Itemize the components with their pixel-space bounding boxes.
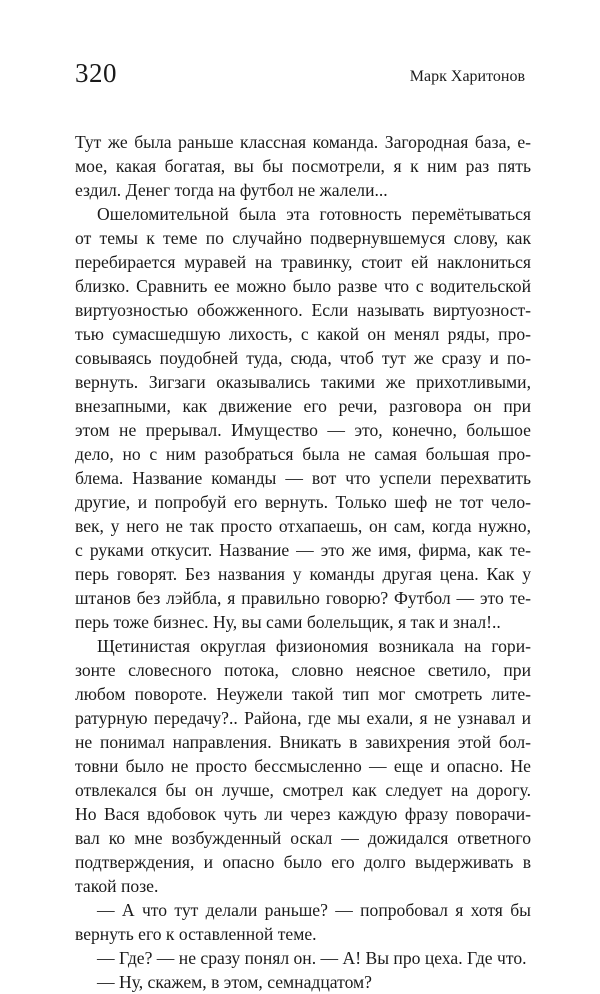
- paragraph: [75, 970, 531, 994]
- text-line: с руками откусит. Название — это же имя, фирма, как те-: [75, 540, 531, 560]
- running-head-author: Марк Харитонов: [409, 68, 525, 85]
- text-line: перь говорят. Без названия у команды другая цена. Как у: [75, 564, 531, 584]
- text-line: тью сумасшедшую лихость, с какой он менял ряды, про-: [75, 324, 531, 344]
- text-line: век, у него не так просто отхапаешь, он сам, когда нужно,: [75, 516, 531, 536]
- text-line: Но Вася вдобовок чуть ли через каждую фразу поворачи-: [75, 804, 531, 824]
- text-line: — А что тут делали раньше? — попробовал я хотя бы: [97, 900, 531, 920]
- text-line: блема. Название команды — вот что успели перехватить: [75, 468, 531, 488]
- text-line: вернуть его к оставленной теме.: [75, 924, 317, 944]
- text-line: другие, и попробуй его вернуть. Только шеф не тот чело-: [75, 492, 531, 512]
- paragraph: [75, 946, 531, 970]
- text-line: перь тоже бизнес. Ну, вы сами болельщик, я так и знал!..: [75, 612, 501, 632]
- text-line: вал ко мне возбужденный оскал — дожидался ответного: [75, 828, 531, 848]
- text-line: любом повороте. Неужели такой тип мог смотреть лите-: [75, 684, 531, 704]
- text-line: этом не прерывал. Имущество — это, конечно, большое: [75, 420, 531, 440]
- text-line: внезапными, как движение его речи, разговора он при: [75, 396, 531, 416]
- paragraph: [75, 634, 531, 898]
- text-line: виртуозностью обожженного. Если называть виртуозност-: [75, 300, 531, 320]
- text-line: Ошеломительной была эта готовность перемётываться: [97, 204, 531, 224]
- text-line: штанов без лэйбла, я правильно говорю? Футбол — это те-: [75, 588, 531, 608]
- page-number: 320: [75, 58, 117, 88]
- text-line: дело, но с ним разобраться была не самая большая про-: [75, 444, 531, 464]
- body-text: [75, 130, 531, 994]
- text-line: ездил. Денег тогда на футбол не жалели...: [75, 180, 388, 200]
- text-line: такой позе.: [75, 876, 159, 896]
- paragraph: [75, 202, 531, 634]
- text-line: перебирается муравей на травинку, стоит ей наклониться: [75, 252, 531, 272]
- text-line: подтверждения, и опасно было его долго выдерживать в: [75, 852, 531, 872]
- text-line: мое, какая богатая, вы бы посмотрели, я к ним раз пять: [75, 156, 531, 176]
- text-line: от темы к теме по случайно подвернувшемуся слову, как: [75, 228, 531, 248]
- paragraph: [75, 898, 531, 946]
- text-line: не понимал направления. Вникать в завихрения этой бол-: [75, 732, 531, 752]
- text-line: Тут же была раньше классная команда. Загородная база, е-: [75, 132, 531, 152]
- text-line: ратурную передачу?.. Района, где мы ехали, я не узнавал и: [75, 708, 531, 728]
- text-line: отвлекался бы он лучше, смотрел как следует на дорогу.: [75, 780, 531, 800]
- paragraph: [75, 130, 531, 202]
- text-line: близко. Сравнить ее можно было разве что с водительской: [75, 276, 531, 296]
- text-line: зонте словесного потока, словно неясное светило, при: [75, 660, 531, 680]
- text-line: — Ну, скажем, в этом, семнадцатом?: [97, 972, 372, 992]
- text-line: совываясь поудобней туда, сюда, чтоб тут же сразу и по-: [75, 348, 531, 368]
- text-line: — Где? — не сразу понял он. — А! Вы про цеха. Где что.: [97, 948, 527, 968]
- text-line: товни было не просто бессмысленно — еще и опасно. Не: [75, 756, 531, 776]
- text-line: вернуть. Зигзаги оказывались такими же прихотливыми,: [75, 372, 531, 392]
- text-line: Щетинистая округлая физиономия возникала на гори-: [97, 636, 531, 656]
